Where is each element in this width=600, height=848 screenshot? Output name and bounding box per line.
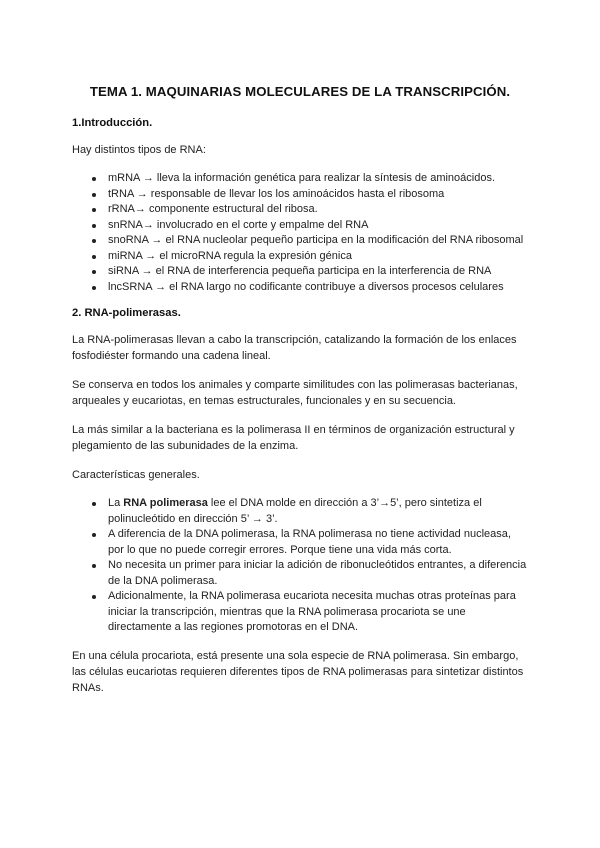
list-item-text: lee el DNA molde en dirección a 3’→5’, pero sintetiza el polinucleótido en dirección 5’ → 3’. [108,497,482,525]
bold-term: RNA polimerasa [123,497,208,509]
rna-types-list [72,171,528,295]
bullet-icon [92,224,96,228]
section-heading: 1.Introducción. [72,117,153,129]
section-heading: 2. RNA-polimerasas. [72,307,181,319]
bullet-icon [92,533,96,537]
list-item-text: rRNA→ componente estructural del ribosa. [108,203,318,215]
bullet-icon [92,286,96,290]
bullet-icon [92,564,96,568]
list-item-text: miRNA → el microRNA regula la expresión génica [108,249,352,262]
list-item-text: A diferencia de la DNA polimerasa, la RNA polimerasa no tiene actividad nucleasa, por lo que no puede corregir errores. Porque tiene una vida más corta. [108,528,511,556]
bullet-icon [92,502,96,506]
list-item-text: snoRNA → el RNA nucleolar pequeño participa en la modificación del RNA ribosomal [108,234,524,246]
list-item-text: tRNA → responsable de llevar los los aminoácidos hasta el ribosoma [108,187,445,200]
list-item [92,496,528,527]
paragraph: Se conserva en todos los animales y comparte similitudes con las polimerasas bacterianas, arqueales y eucariotas, en temas estructurales, funcionales y en su secuencia. [72,379,518,407]
bullet-icon [92,193,96,197]
list-item-text: No necesita un primer para iniciar la adición de ribonucleótidos entrantes, a diferencia de la DNA polimerasa. [108,559,527,587]
list-item-text: Adicionalmente, la RNA polimerasa eucariota necesita muchas otras proteínas para iniciar la transcripción, mientras que la RNA polimerasa procariota se une directamente a las regiones promotoras en el DNA. [108,590,516,633]
bullet-icon [92,255,96,259]
intro-paragraph: Hay distintos tipos de RNA: [72,144,206,156]
paragraph: La más similar a la bacteriana es la polimerasa II en términos de organización estructural y plegamiento de las subunidades de la enzima. [72,424,515,452]
bullet-icon [92,208,96,212]
features-intro: Características generales. [72,469,200,481]
list-item-text: mRNA → lleva la información genética para realizar la síntesis de aminoácidos. [108,172,496,184]
list-item-text: snRNA→ involucrado en el corte y empalme del RNA [108,218,369,231]
list-item [92,264,528,280]
list-item [92,527,528,558]
features-list [72,496,528,636]
list-item [92,233,528,249]
section-rna-polimerasas [72,307,528,696]
list-item [92,218,528,234]
bullet-icon [92,239,96,243]
list-item [92,187,528,203]
section-introduction [72,117,528,295]
list-item [92,280,528,296]
bullet-icon [92,595,96,599]
list-item [92,589,528,636]
list-item-prefix: La [108,497,124,509]
closing-paragraph: En una célula procariota, está presente una sola especie de RNA polimerasa. Sin embargo, las células eucariotas requieren diferentes tipos de RNA polimerasas para sintetizar distintos RNAs. [72,649,524,694]
bullet-icon [92,177,96,181]
list-item-text: lncSRNA → el RNA largo no codificante contribuye a diversos procesos celulares [108,280,504,293]
list-item [92,249,528,265]
list-item-text: siRNA → el RNA de interferencia pequeña participa en la interferencia de RNA [108,265,492,277]
bullet-icon [92,270,96,274]
document-title: TEMA 1. MAQUINARIAS MOLECULARES DE LA TRANSCRIPCIÓN. [89,84,511,99]
list-item [92,558,528,589]
list-item [92,202,528,218]
paragraph: La RNA-polimerasas llevan a cabo la transcripción, catalizando la formación de los enlaces fosfodiéster formando una cadena lineal. [72,334,517,362]
list-item [92,171,528,187]
